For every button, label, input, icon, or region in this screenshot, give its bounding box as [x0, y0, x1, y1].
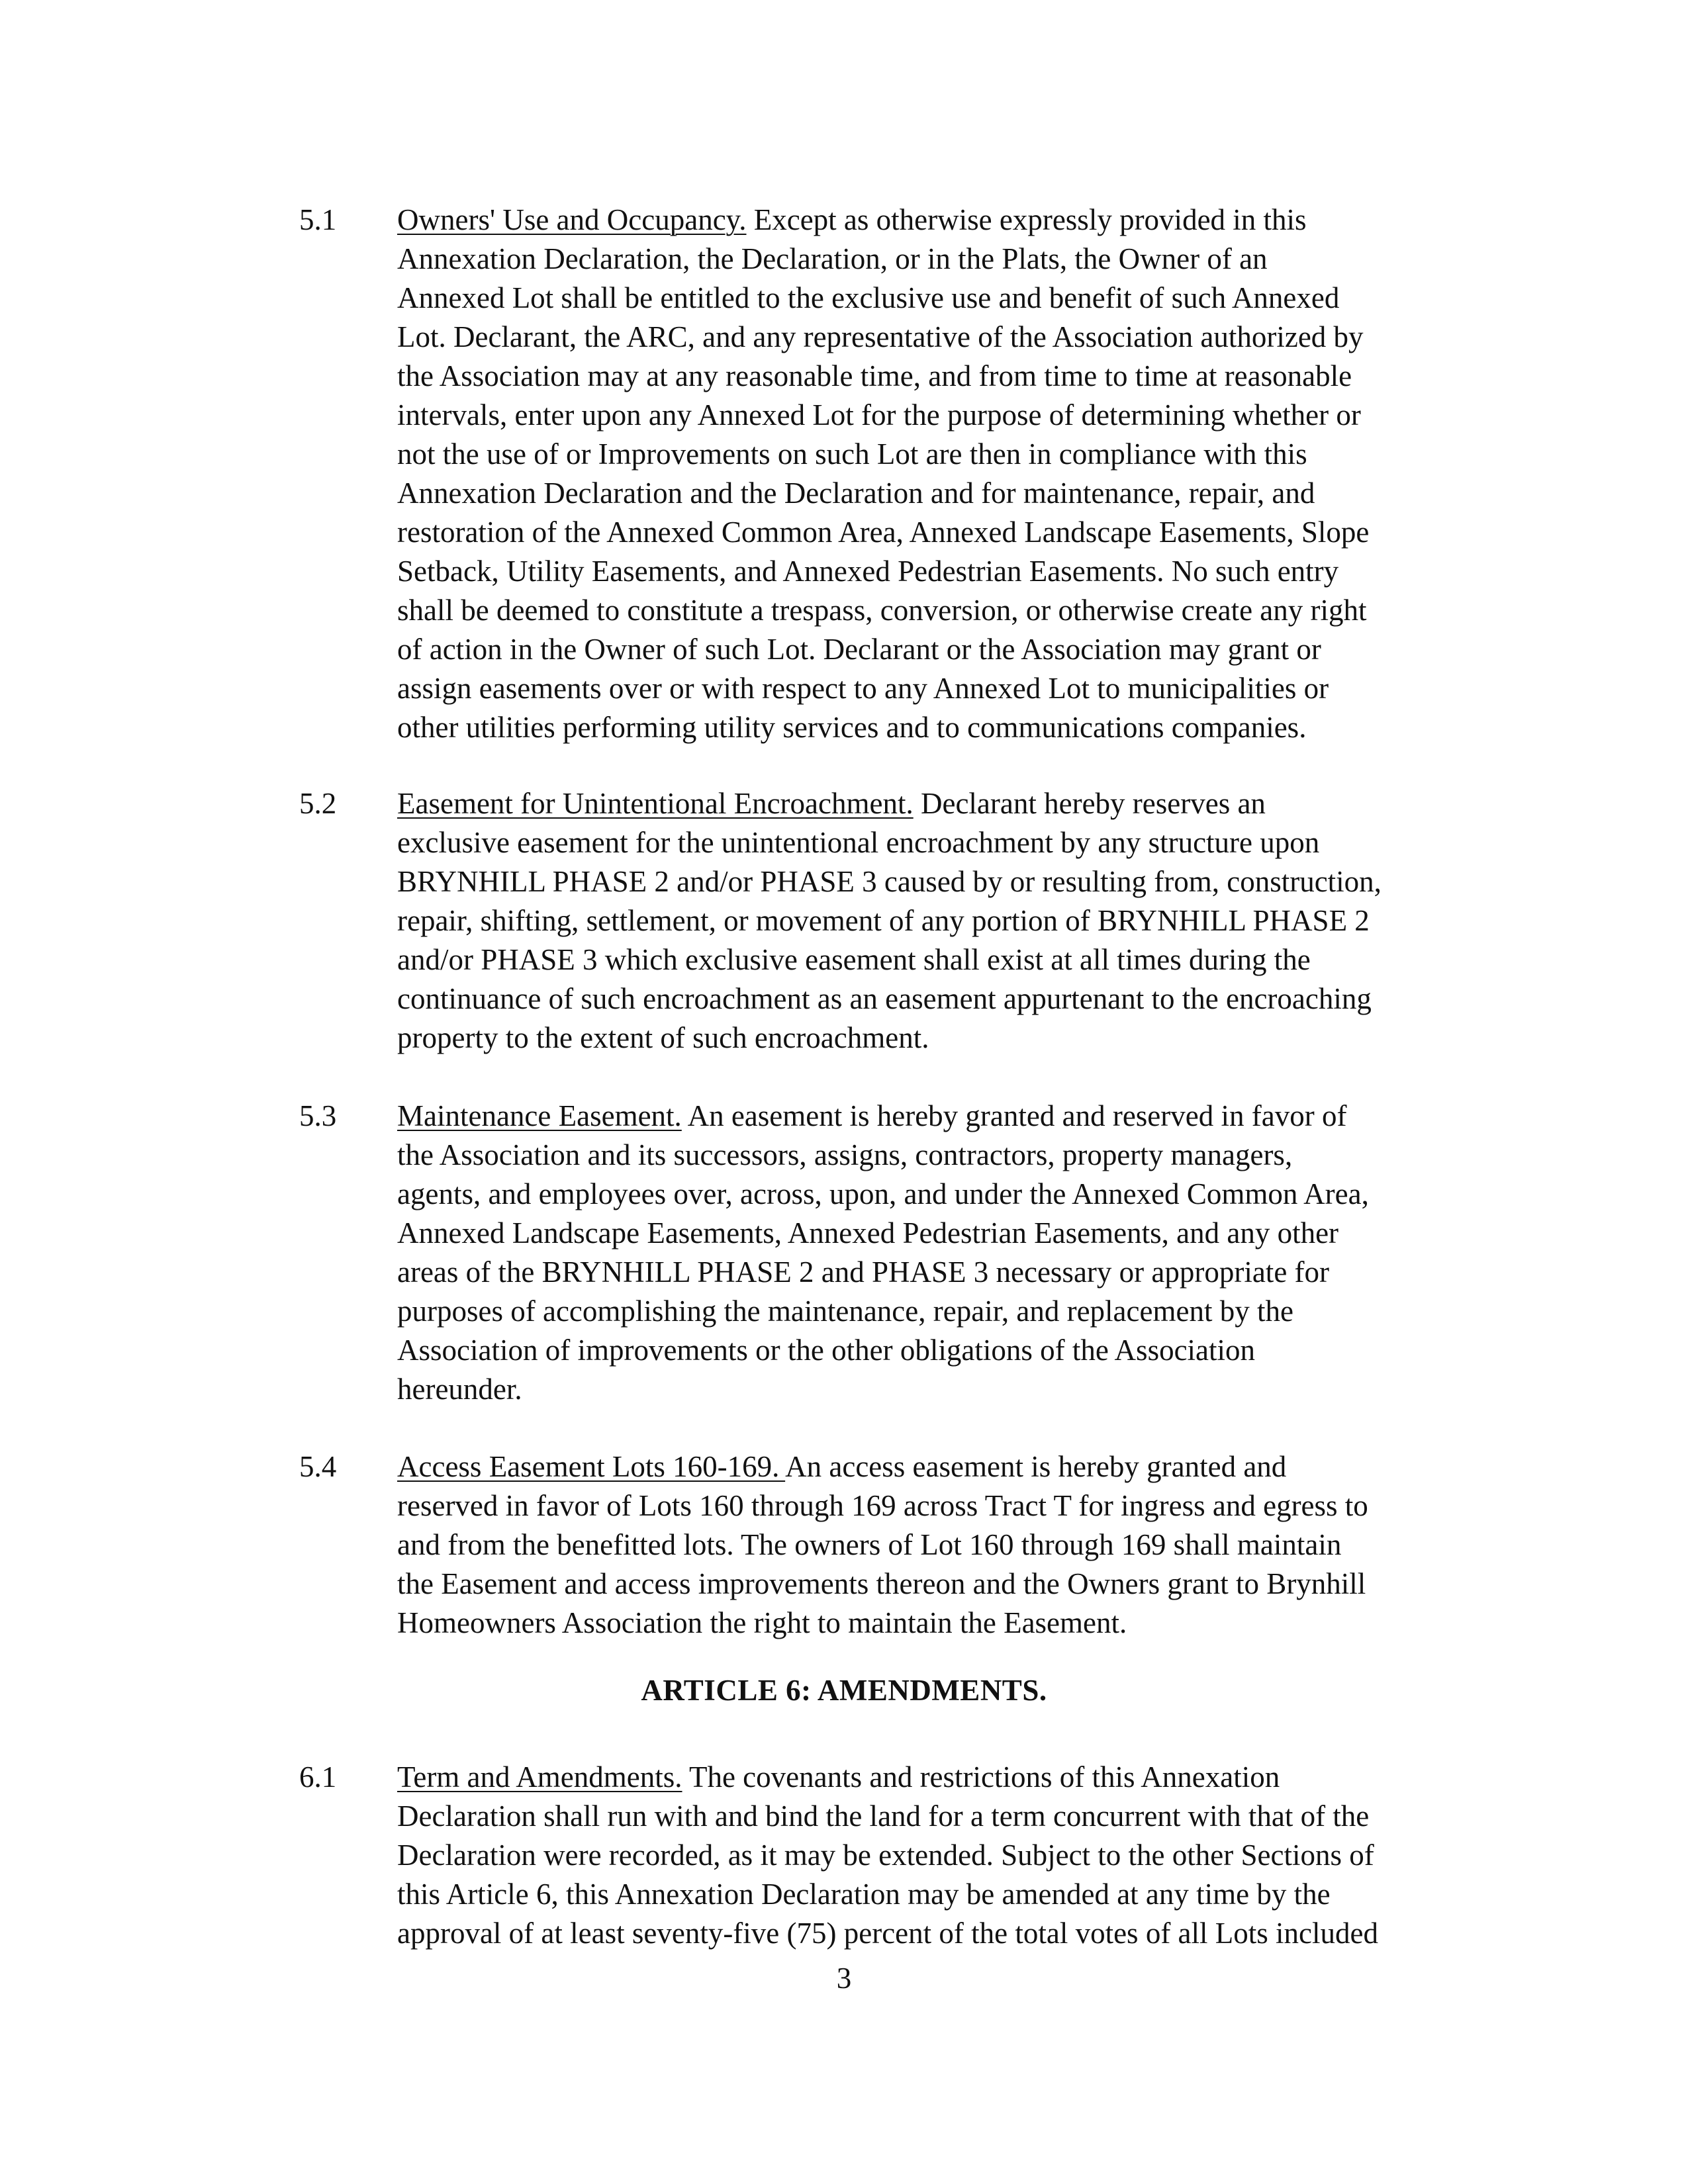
section-line: Term and Amendments. The covenants and restrictions of this Annexation: [397, 1760, 1280, 1794]
section-line: areas of the BRYNHILL PHASE 2 and PHASE 3 necessary or appropriate for: [397, 1255, 1330, 1289]
section-line: this Article 6, this Annexation Declaration may be amended at any time by the: [397, 1878, 1331, 1911]
section-line: Annexation Declaration and the Declaration and for maintenance, repair, and: [397, 477, 1315, 510]
section-body: [397, 784, 1470, 1058]
section-line: the Association may at any reasonable time, and from time to time at reasonable: [397, 359, 1352, 392]
section-line: Declaration shall run with and bind the land for a term concurrent with that of the: [397, 1799, 1370, 1833]
section-line: Setback, Utility Easements, and Annexed Pedestrian Easements. No such entry: [397, 555, 1339, 588]
section-line: continuance of such encroachment as an easement appurtenant to the encroaching: [397, 982, 1372, 1015]
section-heading: Maintenance Easement.: [397, 1099, 682, 1132]
section-line: and from the benefitted lots. The owners of Lot 160 through 169 shall maintain: [397, 1528, 1342, 1561]
section-number: 5.3: [299, 1099, 337, 1132]
section-line: purposes of accomplishing the maintenance, repair, and replacement by the: [397, 1295, 1293, 1328]
section-line: BRYNHILL PHASE 2 and/or PHASE 3 caused by or resulting from, construction,: [397, 865, 1382, 898]
section-line: Maintenance Easement. An easement is hereby granted and reserved in favor of: [397, 1099, 1347, 1132]
section-line: intervals, enter upon any Annexed Lot for the purpose of determining whether or: [397, 398, 1361, 432]
section-body: [397, 201, 1470, 747]
section-heading: Owners' Use and Occupancy.: [397, 203, 747, 236]
section-line: and/or PHASE 3 which exclusive easement shall exist at all times during the: [397, 943, 1311, 976]
section-line: Lot. Declarant, the ARC, and any representative of the Association authorized by: [397, 320, 1364, 353]
section-number: 6.1: [299, 1760, 337, 1794]
section-body: [397, 1447, 1470, 1643]
section-line: exclusive easement for the unintentional encroachment by any structure upon: [397, 826, 1320, 859]
section-line: Annexed Lot shall be entitled to the exclusive use and benefit of such Annexed: [397, 281, 1340, 314]
section-line: shall be deemed to constitute a trespass, conversion, or otherwise create any right: [397, 594, 1367, 627]
section-line: Easement for Unintentional Encroachment. Declarant hereby reserves an: [397, 787, 1266, 820]
article-heading: ARTICLE 6: AMENDMENTS.: [641, 1674, 1047, 1707]
section-line: other utilities performing utility services and to communications companies.: [397, 711, 1307, 744]
section-line: the Easement and access improvements thereon and the Owners grant to Brynhill: [397, 1567, 1366, 1600]
section-line: not the use of or Improvements on such Lot are then in compliance with this: [397, 437, 1307, 471]
section-line: agents, and employees over, across, upon, and under the Annexed Common Area,: [397, 1177, 1369, 1210]
section-line: Association of improvements or the other obligations of the Association: [397, 1334, 1256, 1367]
section-line: assign easements over or with respect to any Annexed Lot to municipalities or: [397, 672, 1329, 705]
section-line: repair, shifting, settlement, or movement of any portion of BRYNHILL PHASE 2: [397, 904, 1370, 937]
section-heading: Access Easement Lots 160-169.: [397, 1450, 786, 1483]
section-number: 5.4: [299, 1450, 337, 1483]
section-number: 5.2: [299, 787, 337, 820]
section-line: property to the extent of such encroachment.: [397, 1021, 929, 1054]
section-number: 5.1: [299, 203, 337, 236]
section-line: Access Easement Lots 160-169. An access easement is hereby granted and: [397, 1450, 1287, 1483]
section-line: Declaration were recorded, as it may be extended. Subject to the other Sections of: [397, 1839, 1374, 1872]
section-line: Annexed Landscape Easements, Annexed Pedestrian Easements, and any other: [397, 1216, 1339, 1250]
section-line: of action in the Owner of such Lot. Declarant or the Association may grant or: [397, 633, 1321, 666]
section-line: hereunder.: [397, 1373, 522, 1406]
section-body: [397, 1097, 1470, 1409]
section-line: Owners' Use and Occupancy. Except as otherwise expressly provided in this: [397, 203, 1307, 236]
section-heading: Term and Amendments.: [397, 1760, 682, 1794]
section-heading: Easement for Unintentional Encroachment.: [397, 787, 914, 820]
section-line: approval of at least seventy-five (75) percent of the total votes of all Lots included: [397, 1917, 1378, 1950]
section-line: Annexation Declaration, the Declaration, or in the Plats, the Owner of an: [397, 242, 1268, 275]
section-body: [397, 1758, 1470, 1953]
section-line: reserved in favor of Lots 160 through 169 across Tract T for ingress and egress to: [397, 1489, 1368, 1522]
section-line: restoration of the Annexed Common Area, Annexed Landscape Easements, Slope: [397, 516, 1370, 549]
page-number: 3: [836, 1962, 852, 1995]
section-line: Homeowners Association the right to maintain the Easement.: [397, 1606, 1127, 1639]
section-line: the Association and its successors, assigns, contractors, property managers,: [397, 1138, 1293, 1171]
